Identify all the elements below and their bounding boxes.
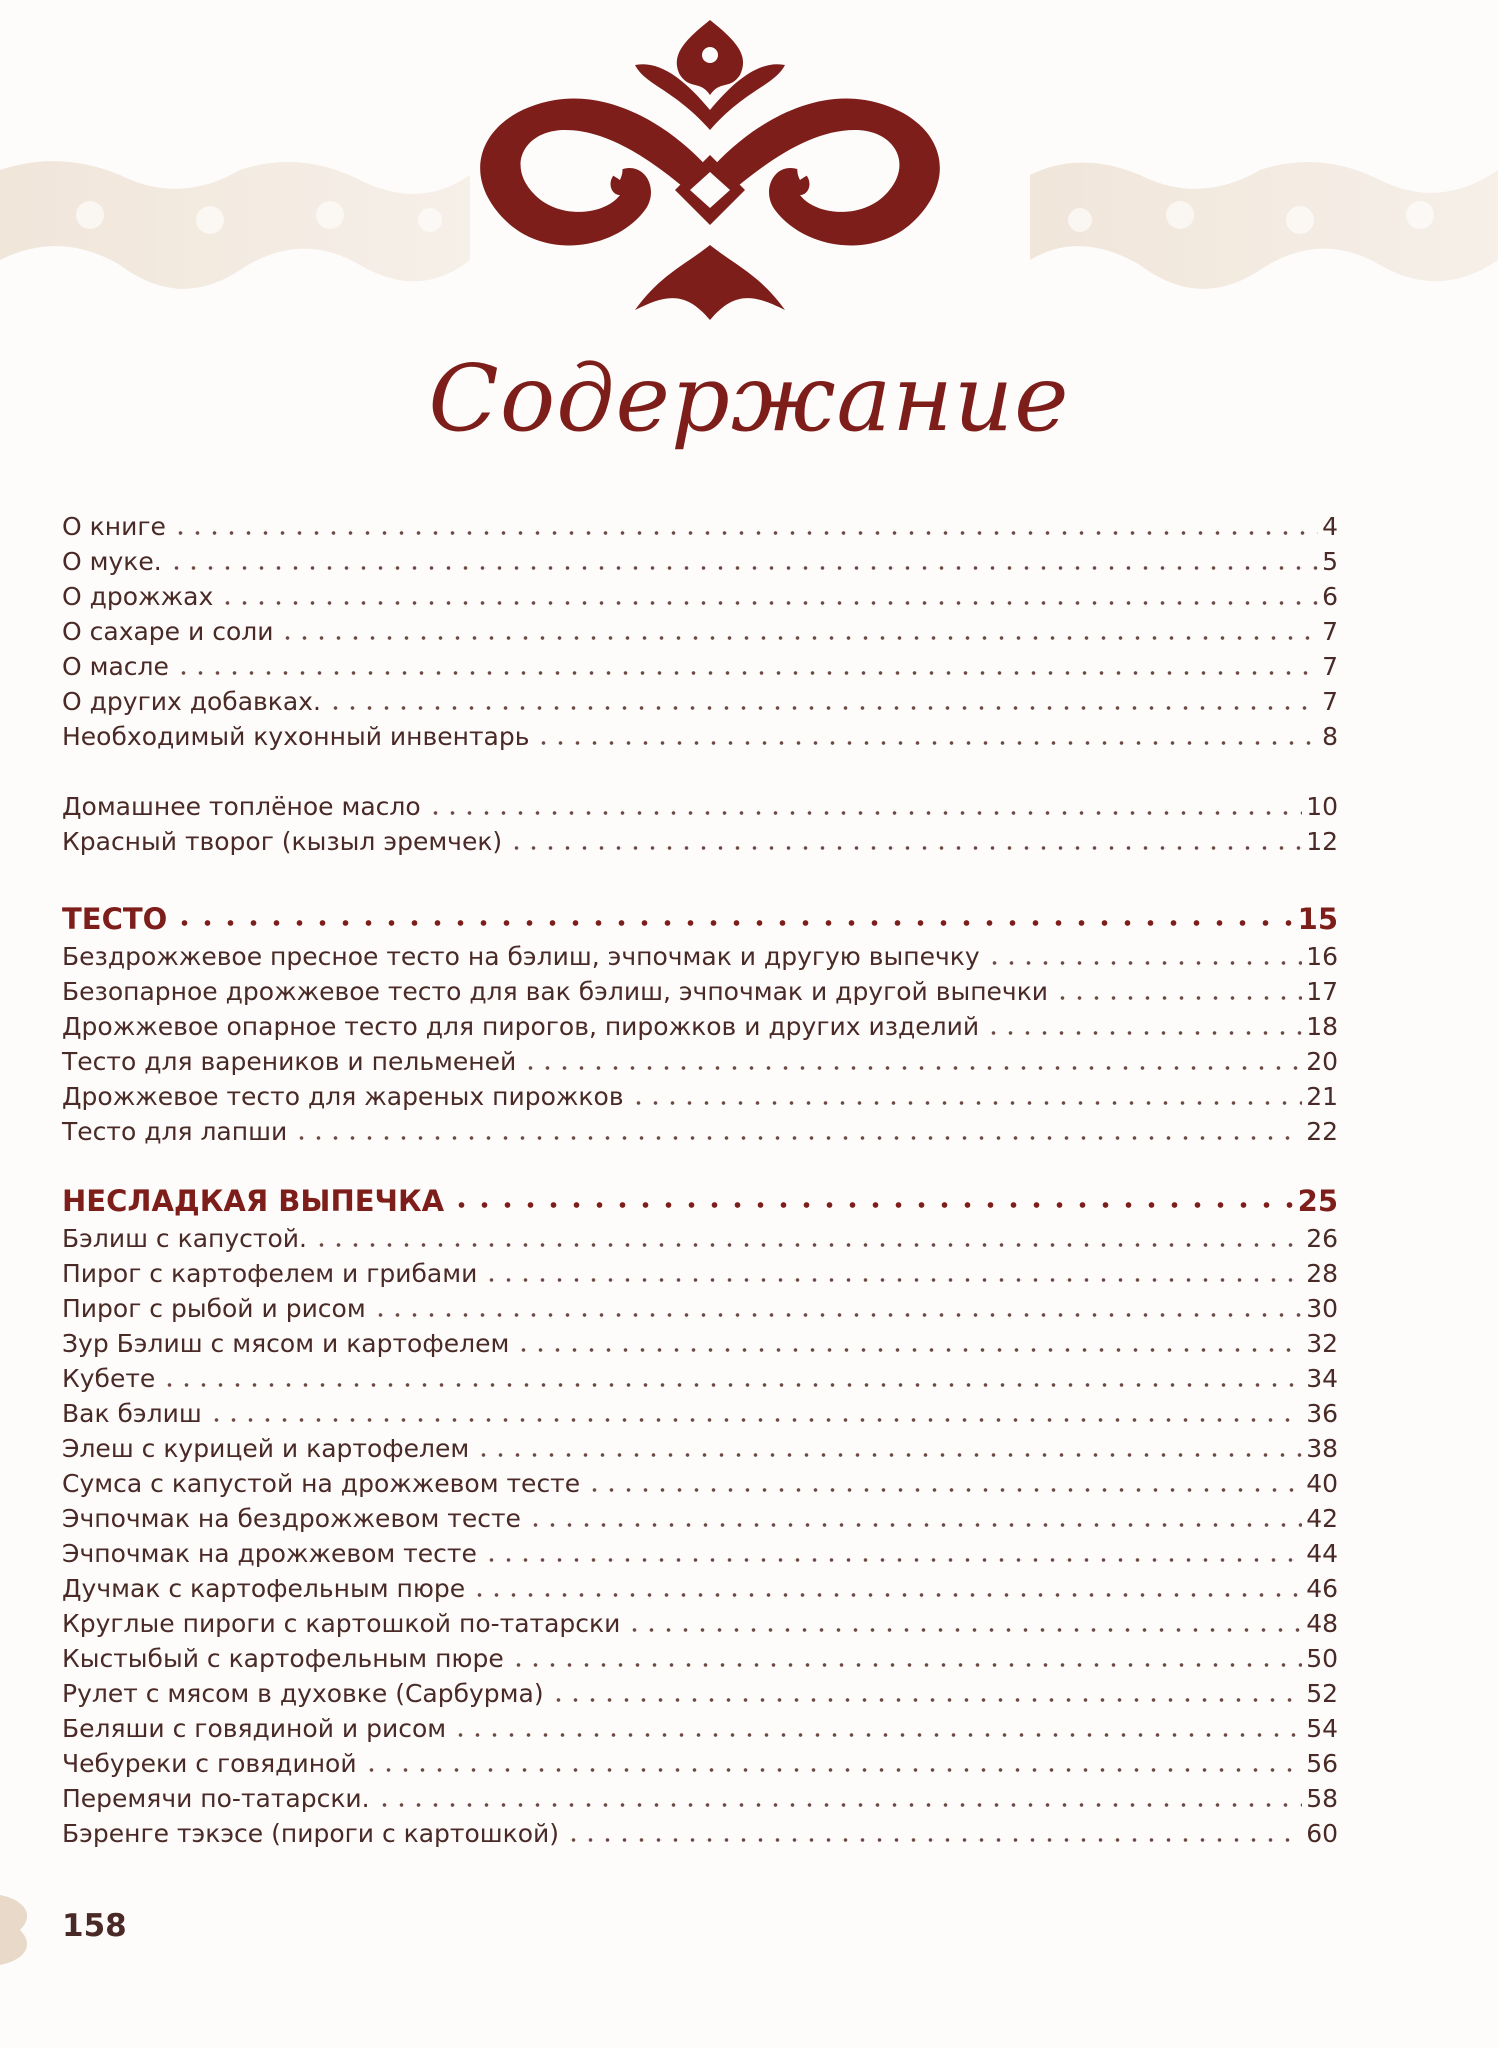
toc-item-page: 5	[1322, 547, 1338, 576]
ornament-emblem	[445, 20, 975, 320]
toc-item	[62, 1570, 1338, 1604]
section-page: 25	[1297, 1184, 1338, 1218]
dot-leader	[219, 601, 1318, 605]
toc-item	[62, 1465, 1338, 1499]
toc-item-page: 18	[1306, 1012, 1338, 1041]
toc-item	[62, 1780, 1338, 1814]
dot-leader	[175, 671, 1318, 675]
toc-item-page: 60	[1306, 1819, 1338, 1848]
dot-leader	[173, 920, 1293, 926]
dot-leader	[535, 741, 1318, 745]
dot-leader	[985, 1031, 1302, 1035]
dot-leader	[508, 846, 1302, 850]
dot-leader	[986, 961, 1303, 965]
toc-item-label: Дучмак с картофельным пюре	[62, 1574, 466, 1603]
toc-item	[62, 1395, 1338, 1429]
dot-leader	[208, 1418, 1302, 1422]
toc-item-page: 30	[1306, 1294, 1338, 1323]
dot-leader	[372, 1313, 1302, 1317]
toc-item	[62, 1500, 1338, 1534]
toc-item	[62, 1220, 1338, 1254]
toc-item-label: Сумса с капустой на дрожжевом тесте	[62, 1469, 581, 1498]
dot-leader	[313, 1243, 1302, 1247]
toc-item-label: Вак бэлиш	[62, 1399, 202, 1428]
toc-item-label: Зур Бэлиш с мясом и картофелем	[62, 1329, 510, 1358]
toc-item-page: 32	[1306, 1329, 1338, 1358]
dot-leader	[565, 1838, 1302, 1842]
toc-item	[62, 1430, 1338, 1464]
toc-item-page: 52	[1306, 1679, 1338, 1708]
toc-item-page: 17	[1306, 977, 1338, 1006]
toc-item-page: 6	[1322, 582, 1338, 611]
toc-item	[62, 683, 1338, 717]
dot-leader	[510, 1663, 1302, 1667]
toc-item	[62, 1605, 1338, 1639]
dot-leader	[427, 811, 1303, 815]
toc-item	[62, 788, 1338, 822]
toc-item-page: 7	[1322, 617, 1338, 646]
dot-leader	[586, 1488, 1302, 1492]
toc-item-label: О других добавках.	[62, 687, 321, 716]
toc-item	[62, 508, 1338, 542]
toc-section-heading	[62, 1178, 1338, 1216]
toc-item-label: Рулет с мясом в духовке (Сарбурма)	[62, 1679, 544, 1708]
dot-leader	[515, 1348, 1302, 1352]
toc-item-label: Красный творог (кызыл эремчек)	[62, 827, 503, 856]
toc-section-heading	[62, 896, 1338, 934]
toc-item-page: 54	[1306, 1714, 1338, 1743]
toc-item	[62, 973, 1338, 1007]
dot-leader	[279, 636, 1318, 640]
dot-leader	[363, 1768, 1303, 1772]
toc-item-page: 7	[1322, 687, 1338, 716]
section-title: ТЕСТО	[62, 902, 168, 936]
toc-item	[62, 1675, 1338, 1709]
toc-item-label: О муке.	[62, 547, 162, 576]
toc-item-label: Элеш с курицей и картофелем	[62, 1434, 470, 1463]
toc-item-page: 46	[1306, 1574, 1338, 1603]
toc-item-page: 44	[1306, 1539, 1338, 1568]
toc-item-label: Перемячи по-татарски.	[62, 1784, 370, 1813]
dot-leader	[327, 706, 1318, 710]
toc-item	[62, 1640, 1338, 1674]
section-page: 15	[1297, 902, 1338, 936]
toc-item-label: О дрожжах	[62, 582, 214, 611]
toc-item-label: Домашнее топлёное масло	[62, 792, 421, 821]
dot-leader	[630, 1101, 1303, 1105]
toc-item-page: 58	[1306, 1784, 1338, 1813]
dot-leader	[376, 1803, 1303, 1807]
toc-item-label: Кыстыбый с картофельным пюре	[62, 1644, 504, 1673]
toc-item-label: Бэлиш с капустой.	[62, 1224, 307, 1253]
toc-item-label: Бэренге тэкэсе (пироги с картошкой)	[62, 1819, 560, 1848]
toc-item-page: 42	[1306, 1504, 1338, 1533]
toc-item	[62, 613, 1338, 647]
toc-item	[62, 1290, 1338, 1324]
toc-item	[62, 1745, 1338, 1779]
dot-leader	[161, 1383, 1302, 1387]
toc-item-label: Круглые пироги с картошкой по-татарски	[62, 1609, 621, 1638]
toc-item	[62, 1535, 1338, 1569]
toc-item	[62, 1008, 1338, 1042]
toc-item-label: Тесто для вареников и пельменей	[62, 1047, 517, 1076]
toc-item-label: Пирог с картофелем и грибами	[62, 1259, 478, 1288]
dot-leader	[172, 531, 1318, 535]
toc-item-page: 20	[1306, 1047, 1338, 1076]
dot-leader	[1054, 996, 1302, 1000]
toc-item-label: О сахаре и соли	[62, 617, 274, 646]
section-title: НЕСЛАДКАЯ ВЫПЕЧКА	[62, 1184, 445, 1218]
toc-item-page: 4	[1322, 512, 1338, 541]
toc-item-page: 38	[1306, 1434, 1338, 1463]
dot-leader	[527, 1523, 1302, 1527]
toc-item	[62, 1078, 1338, 1112]
toc-item-label: О масле	[62, 652, 169, 681]
toc-item-label: Дрожжевое опарное тесто для пирогов, пирожков и других изделий	[62, 1012, 980, 1041]
toc-item-label: Дрожжевое тесто для жареных пирожков	[62, 1082, 624, 1111]
dot-leader	[483, 1278, 1302, 1282]
toc-item	[62, 1113, 1338, 1147]
toc-item	[62, 648, 1338, 682]
toc-item-page: 12	[1306, 827, 1338, 856]
toc-item	[62, 1360, 1338, 1394]
toc-item-label: Кубете	[62, 1364, 156, 1393]
toc-item-page: 10	[1306, 792, 1338, 821]
toc-item-label: Чебуреки с говядиной	[62, 1749, 357, 1778]
toc-item	[62, 1815, 1338, 1849]
toc-item-label: О книге	[62, 512, 166, 541]
toc-item-label: Тесто для лапши	[62, 1117, 288, 1146]
toc-item-label: Эчпочмак на дрожжевом тесте	[62, 1539, 477, 1568]
toc-item-label: Беляши с говядиной и рисом	[62, 1714, 447, 1743]
toc-item-page: 21	[1306, 1082, 1338, 1111]
page-title: Содержание	[428, 345, 1070, 452]
toc-item-page: 8	[1322, 722, 1338, 751]
toc-item-page: 40	[1306, 1469, 1338, 1498]
dot-leader	[452, 1733, 1302, 1737]
toc-item	[62, 1255, 1338, 1289]
toc-item-page: 36	[1306, 1399, 1338, 1428]
toc-item-page: 7	[1322, 652, 1338, 681]
dot-leader	[450, 1202, 1294, 1208]
dot-leader	[626, 1628, 1302, 1632]
toc-item-page: 16	[1306, 942, 1338, 971]
toc-item	[62, 823, 1338, 857]
toc-item-page: 50	[1306, 1644, 1338, 1673]
toc-item-page: 56	[1306, 1749, 1338, 1778]
dot-leader	[483, 1558, 1302, 1562]
toc-item	[62, 718, 1338, 752]
toc-item-page: 48	[1306, 1609, 1338, 1638]
toc-item-page: 22	[1306, 1117, 1338, 1146]
dot-leader	[293, 1136, 1302, 1140]
dot-leader	[168, 566, 1318, 570]
toc-item-label: Безопарное дрожжевое тесто для вак бэлиш, эчпочмак и другой выпечки	[62, 977, 1049, 1006]
dot-leader	[522, 1066, 1302, 1070]
corner-ornament	[0, 1890, 40, 1970]
toc-item-page: 34	[1306, 1364, 1338, 1393]
dot-leader	[471, 1593, 1302, 1597]
toc-item-label: Эчпочмак на бездрожжевом тесте	[62, 1504, 521, 1533]
toc-item-label: Необходимый кухонный инвентарь	[62, 722, 530, 751]
toc-item	[62, 1043, 1338, 1077]
toc-item	[62, 1710, 1338, 1744]
toc-item	[62, 578, 1338, 612]
toc-item-label: Бездрожжевое пресное тесто на бэлиш, эчпочмак и другую выпечку	[62, 942, 980, 971]
page-number: 158	[62, 1908, 127, 1944]
toc-item-page: 28	[1306, 1259, 1338, 1288]
toc-item-label: Пирог с рыбой и рисом	[62, 1294, 366, 1323]
toc-item	[62, 543, 1338, 577]
toc-item	[62, 938, 1338, 972]
toc-item-page: 26	[1306, 1224, 1338, 1253]
dot-leader	[550, 1698, 1303, 1702]
toc-item	[62, 1325, 1338, 1359]
dot-leader	[475, 1453, 1302, 1457]
